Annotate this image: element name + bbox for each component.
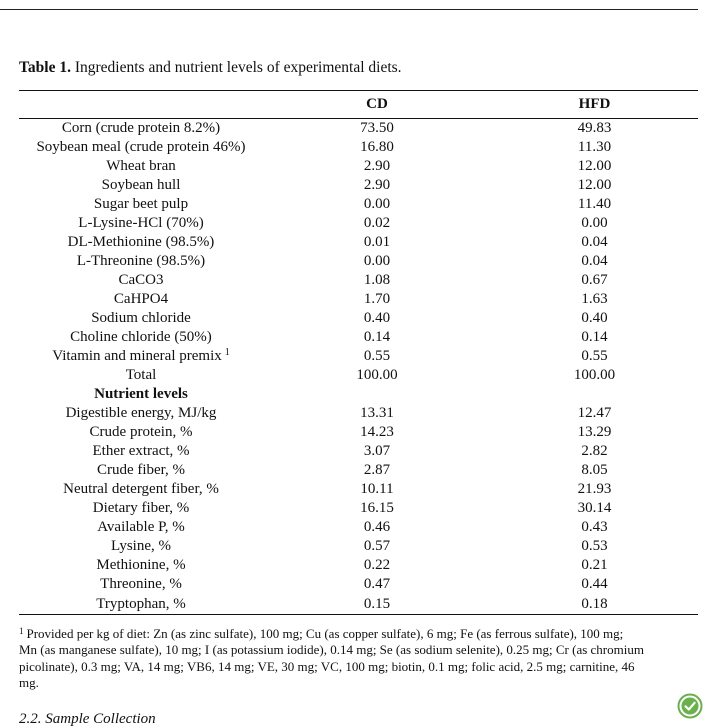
cd-value: 0.22 — [363, 557, 391, 573]
table-row — [19, 290, 698, 309]
table-row — [19, 214, 698, 233]
row-label-cell — [19, 404, 263, 423]
table-row — [19, 499, 698, 518]
table-caption-text: Ingredients and nutrient levels of experimental diets. — [74, 59, 402, 76]
cd-value: 1.70 — [363, 291, 391, 307]
row-label-cell — [19, 442, 263, 461]
table-row — [19, 594, 698, 615]
row-label: Digestible energy, MJ/kg — [65, 405, 217, 421]
cd-value: 0.01 — [363, 234, 391, 250]
cd-value: 0.46 — [363, 519, 391, 535]
table-row — [19, 138, 698, 157]
header-ingredient — [19, 91, 263, 119]
table-row — [19, 176, 698, 195]
table-row — [19, 195, 698, 214]
cd-value: 0.00 — [363, 196, 391, 212]
row-label-cell — [19, 176, 263, 195]
row-label: Available P, % — [97, 519, 185, 535]
table-row — [19, 480, 698, 499]
row-label-cell — [19, 366, 263, 385]
row-label-cell — [19, 594, 263, 615]
header-hfd: HFD — [491, 91, 698, 119]
row-label-cell — [19, 556, 263, 575]
cd-value: 2.90 — [363, 158, 391, 174]
hfd-value: 12.47 — [577, 405, 612, 421]
cd-value: 73.50 — [360, 120, 394, 136]
hfd-value: 49.83 — [577, 120, 612, 136]
row-label: Neutral detergent fiber, % — [63, 481, 219, 497]
row-label: L-Lysine-HCl (70%) — [78, 215, 204, 231]
row-label: Crude fiber, % — [96, 462, 186, 478]
row-label-cell — [19, 233, 263, 252]
table-footnote — [19, 626, 644, 692]
row-label-cell — [19, 214, 263, 233]
table-row — [19, 328, 698, 347]
table-body — [19, 119, 698, 615]
empty-cell — [263, 385, 491, 404]
table-row — [19, 252, 698, 271]
row-label: Ether extract, % — [92, 443, 190, 459]
row-label-cell — [19, 480, 263, 499]
table-row — [19, 157, 698, 176]
row-label-cell — [19, 119, 263, 139]
cd-value: 2.90 — [363, 177, 391, 193]
cd-value: 0.55 — [363, 348, 391, 364]
cd-value: 0.15 — [263, 594, 491, 615]
row-label-cell — [19, 138, 263, 157]
hfd-value: 12.00 — [577, 177, 612, 193]
cd-value: 16.80 — [360, 139, 394, 155]
hfd-value: 0.44 — [581, 576, 608, 592]
table-row — [19, 366, 698, 385]
hfd-value: 0.40 — [581, 310, 608, 326]
hfd-value: 0.14 — [581, 329, 608, 345]
row-label-cell — [19, 290, 263, 309]
row-label: Choline chloride (50%) — [70, 329, 212, 345]
empty-cell — [491, 385, 698, 404]
row-label-cell — [19, 271, 263, 290]
table-row — [19, 423, 698, 442]
cd-value: 0.00 — [363, 253, 391, 269]
hfd-value: 1.63 — [581, 291, 608, 307]
hfd-value: 2.82 — [581, 443, 608, 459]
table-row — [19, 575, 698, 594]
hfd-value: 0.67 — [581, 272, 608, 288]
table-row — [19, 556, 698, 575]
cd-value: 0.40 — [363, 310, 391, 326]
cd-value: 16.15 — [360, 500, 394, 516]
table-row — [19, 347, 698, 366]
row-label: Tryptophan, % — [96, 595, 186, 612]
row-label: Sugar beet pulp — [93, 196, 189, 212]
table-row — [19, 537, 698, 556]
row-label: L-Threonine (98.5%) — [76, 253, 206, 269]
row-label: Sodium chloride — [91, 310, 191, 326]
row-label: Lysine, % — [111, 538, 171, 554]
row-label: Threonine, % — [100, 576, 182, 592]
hfd-value: 13.29 — [577, 424, 612, 440]
section-heading: 2.2. Sample Collection — [19, 711, 156, 727]
cd-value: 0.47 — [363, 576, 391, 592]
table-section-row — [19, 385, 698, 404]
check-badge-svg — [677, 693, 703, 719]
row-label-cell — [19, 575, 263, 594]
table-row — [19, 442, 698, 461]
row-label-cell — [19, 252, 263, 271]
table-caption — [19, 59, 402, 77]
hfd-value: 11.40 — [577, 196, 612, 212]
row-label-cell — [19, 518, 263, 537]
hfd-value: 30.14 — [577, 500, 612, 516]
table-header-row — [19, 91, 698, 119]
cd-value: 13.31 — [360, 405, 394, 421]
hfd-value: 0.43 — [581, 519, 608, 535]
top-rule — [0, 9, 698, 10]
table-row — [19, 271, 698, 290]
row-label: Corn (crude protein 8.2%) — [61, 120, 221, 136]
section-label: Nutrient levels — [94, 386, 188, 402]
row-label: Dietary fiber, % — [92, 500, 190, 516]
row-label-cell — [19, 347, 263, 366]
cd-value: 0.57 — [363, 538, 391, 554]
row-label: Soybean hull — [101, 177, 181, 193]
cd-value: 0.02 — [363, 215, 391, 231]
hfd-value: 0.04 — [581, 234, 608, 250]
row-label-cell — [19, 423, 263, 442]
row-label-cell — [19, 537, 263, 556]
row-label-cell — [19, 195, 263, 214]
row-label-cell — [19, 309, 263, 328]
table-row — [19, 461, 698, 480]
row-label: Total — [125, 367, 157, 383]
cd-value: 1.08 — [363, 272, 391, 288]
hfd-value: 11.30 — [577, 139, 612, 155]
table-row — [19, 119, 698, 139]
hfd-value: 8.05 — [581, 462, 608, 478]
cd-value: 14.23 — [360, 424, 394, 440]
row-label: DL-Methionine (98.5%) — [67, 234, 215, 250]
row-label-cell — [19, 461, 263, 480]
row-label: CaHPO4 — [113, 291, 169, 307]
hfd-value: 12.00 — [577, 158, 612, 174]
hfd-value: 0.21 — [581, 557, 608, 573]
hfd-value: 0.53 — [581, 538, 608, 554]
cd-value: 10.11 — [360, 481, 394, 497]
footnote-text: Provided per kg of diet: Zn (as zinc sulfate), 100 mg; Cu (as copper sulfate), 6 mg; Fe (as ferrous sulfate), 100 mg; Mn (as manganese sulfate), 10 mg; I (as potassium iodide), 0.14 mg; Se (as sodium selenite), 0.25 mg; Cr (as chromium picolinate), 0.3 mg; VA, 14 mg; VB6, 14 mg; VE, 30 mg; VC, 100 mg; biotin, 0.1 mg; folic acid, 2.5 mg; carnitine, 46 mg. — [19, 626, 644, 691]
hfd-value: 0.04 — [581, 253, 608, 269]
footnote-ref: 1 — [224, 347, 230, 358]
table-row — [19, 233, 698, 252]
row-label-cell — [19, 328, 263, 347]
row-label-cell — [19, 499, 263, 518]
table-row — [19, 518, 698, 537]
row-label: Crude protein, % — [89, 424, 193, 440]
table-row — [19, 309, 698, 328]
hfd-value: 0.18 — [491, 594, 698, 615]
cd-value: 2.87 — [363, 462, 391, 478]
row-label: Vitamin and mineral premix — [52, 348, 222, 364]
table-caption-label: Table 1. — [19, 59, 71, 76]
diet-table — [19, 90, 698, 615]
hfd-value: 21.93 — [577, 481, 612, 497]
check-badge-icon[interactable] — [677, 693, 703, 719]
row-label: CaCO3 — [118, 272, 164, 288]
header-cd: CD — [263, 91, 491, 119]
cd-value: 0.14 — [363, 329, 391, 345]
cd-value: 100.00 — [356, 367, 398, 383]
row-label: Soybean meal (crude protein 46%) — [36, 139, 246, 155]
hfd-value: 0.00 — [581, 215, 608, 231]
footnote-marker: 1 — [19, 626, 24, 636]
table-row — [19, 404, 698, 423]
row-label: Wheat bran — [106, 158, 176, 174]
row-label-cell — [19, 157, 263, 176]
row-label: Methionine, % — [96, 557, 186, 573]
cd-value: 3.07 — [363, 443, 391, 459]
hfd-value: 0.55 — [581, 348, 608, 364]
hfd-value: 100.00 — [573, 367, 616, 383]
